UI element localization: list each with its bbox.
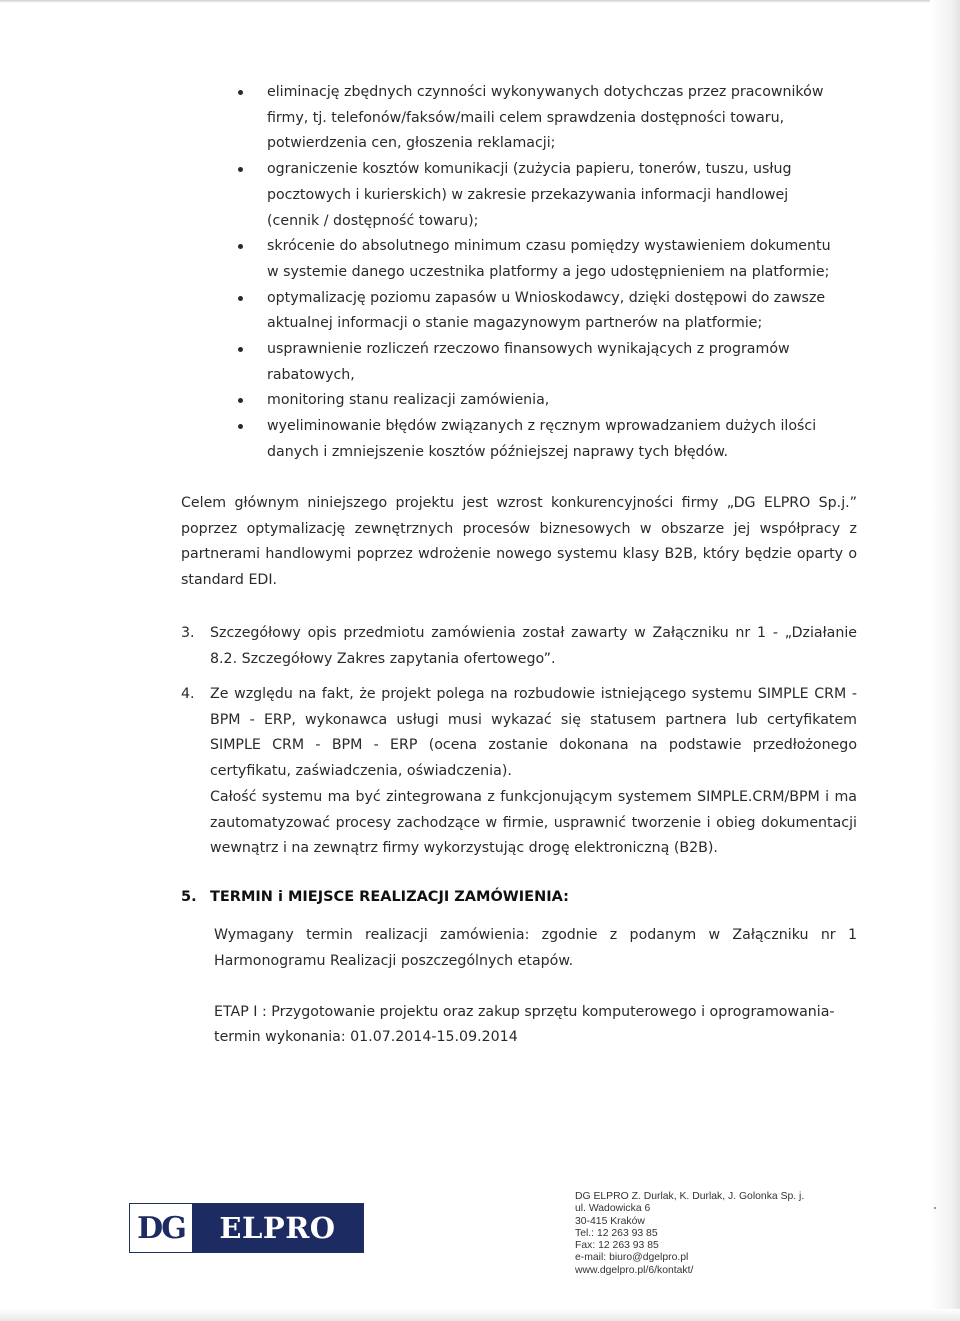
etap-line-2: termin wykonania: 01.07.2014-15.09.2014 [214, 1029, 518, 1045]
list-item: ograniczenie kosztów komunikacji (zużycia papieru, tonerów, tuszu, usług pocztowych i kurierskich) w zakresie przekazywania informacji handlowej (cennik / dostępność towaru); [236, 157, 836, 234]
scan-edge-right [930, 0, 960, 1321]
section-5-paragraph: Wymagany termin realizacji zamówienia: zgodnie z podanym w Załączniku nr 1 Harmonogramu Realizacji poszczególnych etapów. [214, 927, 857, 969]
list-item: monitoring stanu realizacji zamówienia, [236, 388, 836, 414]
contact-company: DG ELPRO Z. Durlak, K. Durlak, J. Golonka Sp. j. [575, 1191, 805, 1202]
item-3-number: 3. [181, 625, 195, 641]
item-4-text-2: Całość systemu ma być zintegrowana z funkcjonującym systemem SIMPLE.CRM/BPM i ma zautomatyzować procesy zachodzące w firmie, usprawnić tworzenie i obieg dokumentacji wewnątrz i na zewnątrz firmy wykorzystując drogę elektroniczną (B2B). [210, 789, 857, 856]
list-item: wyeliminowanie błędów związanych z ręcznym wprowadzaniem dużych ilości danych i zmniejszenie kosztów późniejszej naprawy tych błędów. [236, 414, 836, 465]
section-5-number: 5. [181, 889, 197, 905]
list-item: skrócenie do absolutnego minimum czasu pomiędzy wystawieniem dokumentu w systemie danego uczestnika platformy a jego udostępnieniem na platformie; [236, 234, 836, 285]
contact-street: ul. Wadowicka 6 [575, 1203, 651, 1215]
section-5-title: TERMIN i MIEJSCE REALIZACJI ZAMÓWIENIA: [210, 889, 569, 905]
contact-email: e-mail: biuro@dgelpro.pl [575, 1252, 689, 1264]
contact-city: 30-415 Kraków [575, 1215, 645, 1227]
item-4-text-1: Ze względu na fakt, że projekt polega na rozbudowie istniejącego systemu SIMPLE CRM - BPM - ERP, wykonawca usługi musi wykazać się statusem partnera lub certyfikatem SIMPLE CRM - BPM - ERP (ocena zostanie dokonana na podstawie przedłożonego certyfikatu, zaświadczenia, oświadczenia). [210, 686, 857, 779]
contact-fax: Fax: 12 263 93 85 [575, 1240, 659, 1252]
list-item: optymalizację poziomu zapasów u Wnioskodawcy, dzięki dostępowi do zawsze aktualnej informacji o stanie magazynowym partnerów na platformie; [236, 286, 836, 337]
contact-phone: Tel.: 12 263 93 85 [575, 1227, 658, 1239]
company-logo [129, 1203, 364, 1253]
item-4-number: 4. [181, 686, 195, 702]
scan-edge-top [0, 0, 960, 3]
scan-speck [934, 1207, 936, 1209]
contact-website: www.dgelpro.pl/6/kontakt/ [575, 1264, 694, 1276]
list-item: usprawnienie rozliczeń rzeczowo finansowych wynikających z programów rabatowych, [236, 337, 836, 388]
scan-edge-bottom [0, 1309, 960, 1321]
logo-elpro-wordmark: ELPRO [192, 1204, 363, 1252]
logo-dg-mark: DG [137, 1210, 185, 1246]
list-item: eliminację zbędnych czynności wykonywanych dotychczas przez pracowników firmy, tj. telefonów/faksów/maili celem sprawdzenia dostępności towaru, potwierdzenia cen, głoszenia reklamacji; [236, 80, 836, 157]
goal-paragraph: Celem głównym niniejszego projektu jest wzrost konkurencyjności firmy „DG ELPRO Sp.j.” poprzez optymalizację zewnętrznych procesów biznesowych w obszarze jej współpracy z partnerami handlowymi poprzez wdrożenie nowego systemu klasy B2B, który będzie oparty o standard EDI. [181, 495, 857, 588]
contact-block [575, 1191, 804, 1277]
etap-line-1: ETAP I : Przygotowanie projektu oraz zakup sprzętu komputerowego i oprogramowania- [214, 1004, 835, 1020]
item-3-text: Szczegółowy opis przedmiotu zamówienia został zawarty w Załączniku nr 1 - „Działanie 8.2. Szczegółowy Zakres zapytania ofertowego”. [210, 625, 857, 667]
benefits-bullet-list [236, 80, 836, 466]
